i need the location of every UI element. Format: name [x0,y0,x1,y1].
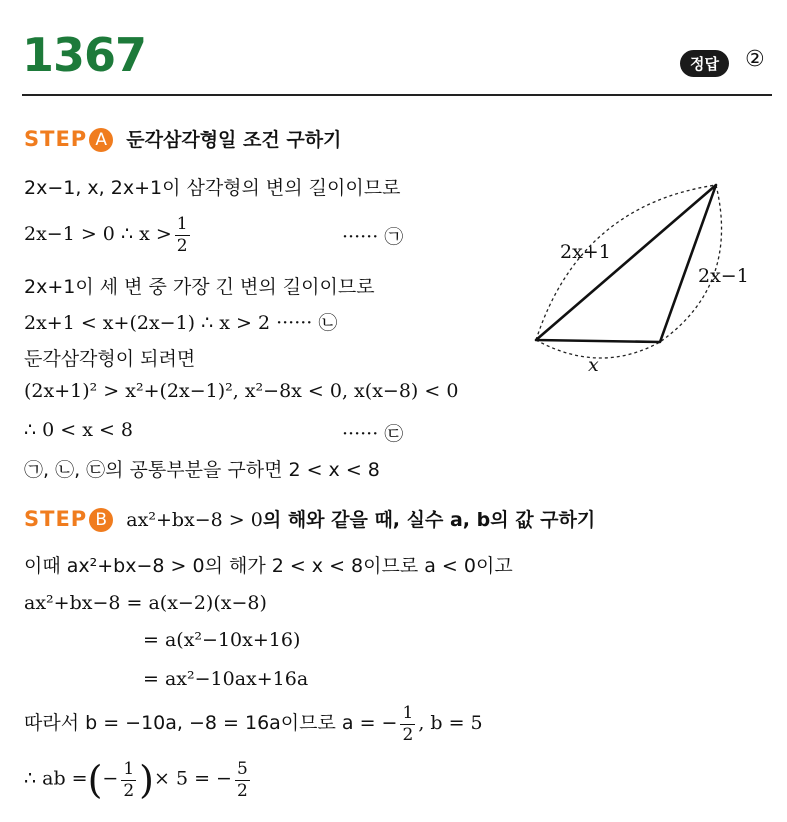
step-a-title: 둔각삼각형일 조건 구하기 [126,129,342,151]
header-divider [22,94,772,96]
step-b-title-math: ax²+bx−8 > 0 [126,509,263,531]
step-a-line-2 [24,216,193,255]
step-a-line-6: (2x+1)² > x²+(2x−1)², x²−8x < 0, x(x−8) < 0 [24,380,459,402]
problem-number: 1367 [22,28,147,82]
fraction-half-b: $\frac{1}{2}$ [402,703,414,745]
step-a-label: STEP [24,127,88,151]
step-b-line-5 [24,705,483,744]
step-b-line-3: = a(x²−10x+16) [143,629,301,651]
label-long-side: 2x+1 [560,241,611,263]
step-b-heading [24,505,595,532]
mark-c: ······ ㉢ [342,423,404,445]
step-a-line-7: ∴ 0 < x < 8 [24,419,134,441]
triangle-diagram [520,175,770,375]
line-5-tail: , b = 5 [418,712,483,734]
step-b-label: STEP [24,507,88,531]
fraction-five-half: $\frac{5}{2}$ [236,758,248,801]
label-right-side: 2x−1 [698,265,749,287]
mark-a: ······ ㉠ [342,226,404,248]
minus-sign: − [102,767,119,790]
line-5-text: 따라서 b = −10a, −8 = 16a이므로 a = − [24,712,398,734]
answer-value: ② [745,47,765,72]
triangle [536,185,716,342]
line-6-mid: × 5 = − [153,767,232,790]
inequality-1: 2x−1 > 0 ∴ x > [24,223,172,245]
step-a-line-8: ㉠, ㉡, ㉢의 공통부분을 구하면 2 < x < 8 [24,459,380,481]
answer-badge: 정답 [680,50,729,77]
step-b-line-4: = ax²−10ax+16a [143,668,309,690]
step-b-title: 의 해와 같을 때, 실수 a, b의 값 구하기 [262,509,596,531]
step-a-line-3: 2x+1이 세 변 중 가장 긴 변의 길이이므로 [24,276,375,298]
step-a-line-1: 2x−1, x, 2x+1이 삼각형의 변의 길이이므로 [24,177,401,199]
step-b-line-2: ax²+bx−8 = a(x−2)(x−8) [24,592,267,614]
step-b-line-6 [24,758,253,802]
step-a-letter-icon: A [89,128,113,152]
fraction-half-c: $\frac{1}{2}$ [123,758,135,801]
open-paren: ( [87,758,103,802]
step-b-letter-icon: B [89,508,113,532]
line-6-start: ∴ ab = [24,767,88,790]
fraction-half: $\frac{1}{2}$ [176,214,188,256]
label-bottom-side: x [588,354,599,375]
step-a-heading [24,125,341,152]
step-a-line-4: 2x+1 < x+(2x−1) ∴ x > 2 ······ ㉡ [24,312,338,334]
close-paren: ) [139,758,154,802]
step-b-line-1: 이때 ax²+bx−8 > 0의 해가 2 < x < 8이므로 a < 0이고 [24,555,513,577]
step-a-line-5: 둔각삼각형이 되려면 [24,348,196,370]
